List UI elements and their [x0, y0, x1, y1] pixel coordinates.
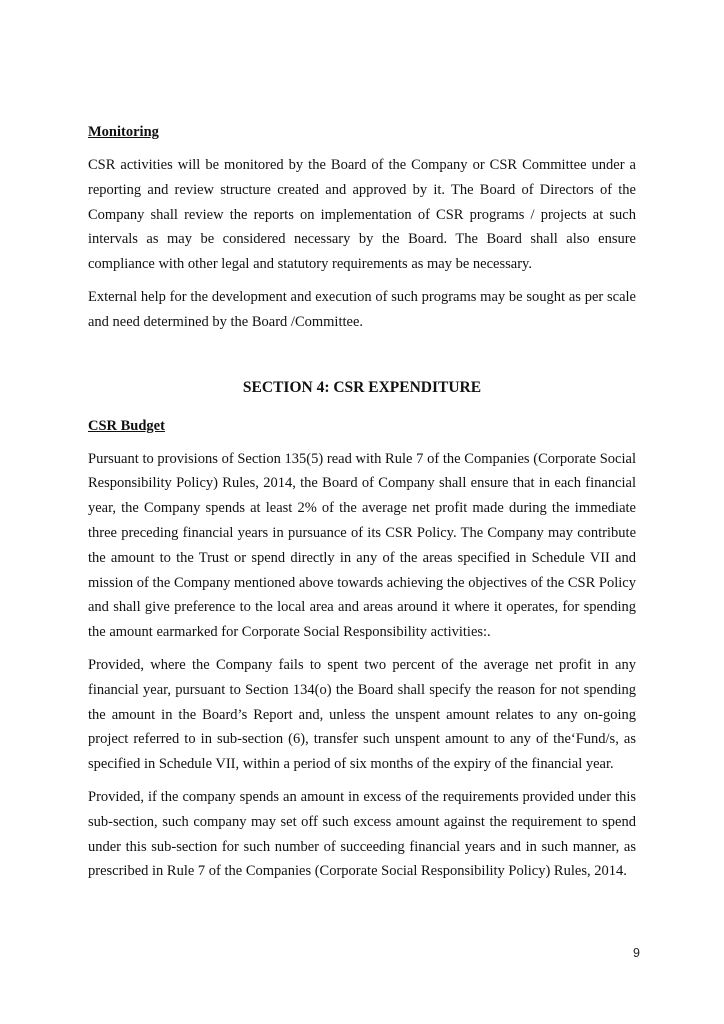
budget-paragraph-3: Provided, if the company spends an amount in excess of the requirements provided under this sub-section, such company may set off such excess amount against the requirement to spend under this sub-section for such number of succeeding financial years and in such manner, as prescribed in Rule 7 of the Companies (Corporate Social Responsibility Policy) Rules, 2014.: [88, 788, 636, 880]
budget-paragraph-2: Provided, where the Company fails to spent two percent of the average net profit in any financial year, pursuant to Section 134(o) the Board shall specify the reason for not spending the amount in the Board’s Report and, unless the unspent amount relates to any on-going project referred to in sub-section (6), transfer such unspent amount to any of the‘Fund/s, as specified in Schedule VII, within a period of six months of the expiry of the financial year.: [88, 656, 636, 773]
monitoring-paragraph-2: External help for the development and execution of such programs may be sought as per scale and need determined by the Board /Committee.: [88, 288, 636, 330]
budget-paragraph-1: Pursuant to provisions of Section 135(5) read with Rule 7 of the Companies (Corporate Social Responsibility Policy) Rules, 2014, the Board of Company shall ensure that in each financial year, the Company spends at least 2% of the average net profit made during the immediate three preceding financial years in pursuance of its CSR Policy. The Company may contribute the amount to the Trust or spend directly in any of the areas specified in Schedule VII and mission of the Company mentioned above towards achieving the objectives of the CSR Policy and shall give preference to the local area and areas around it where it operates, for spending the amount earmarked for Corporate Social Responsibility activities:.: [88, 450, 636, 641]
csr-budget-heading: CSR Budget: [88, 417, 165, 434]
section-title: SECTION 4: CSR EXPENDITURE: [242, 378, 482, 396]
page-number: 9: [633, 946, 640, 960]
page-content: [88, 122, 636, 892]
monitoring-heading: Monitoring: [88, 124, 159, 140]
monitoring-paragraph-1: CSR activities will be monitored by the Board of the Company or CSR Committee under a reporting and review structure created and approved by it. The Board of Directors of the Company shall review the reports on implementation of CSR programs / projects at such intervals as may be considered necessary by the Board. The Board shall also ensure compliance with other legal and statutory requirements as may be necessary.: [88, 157, 636, 273]
